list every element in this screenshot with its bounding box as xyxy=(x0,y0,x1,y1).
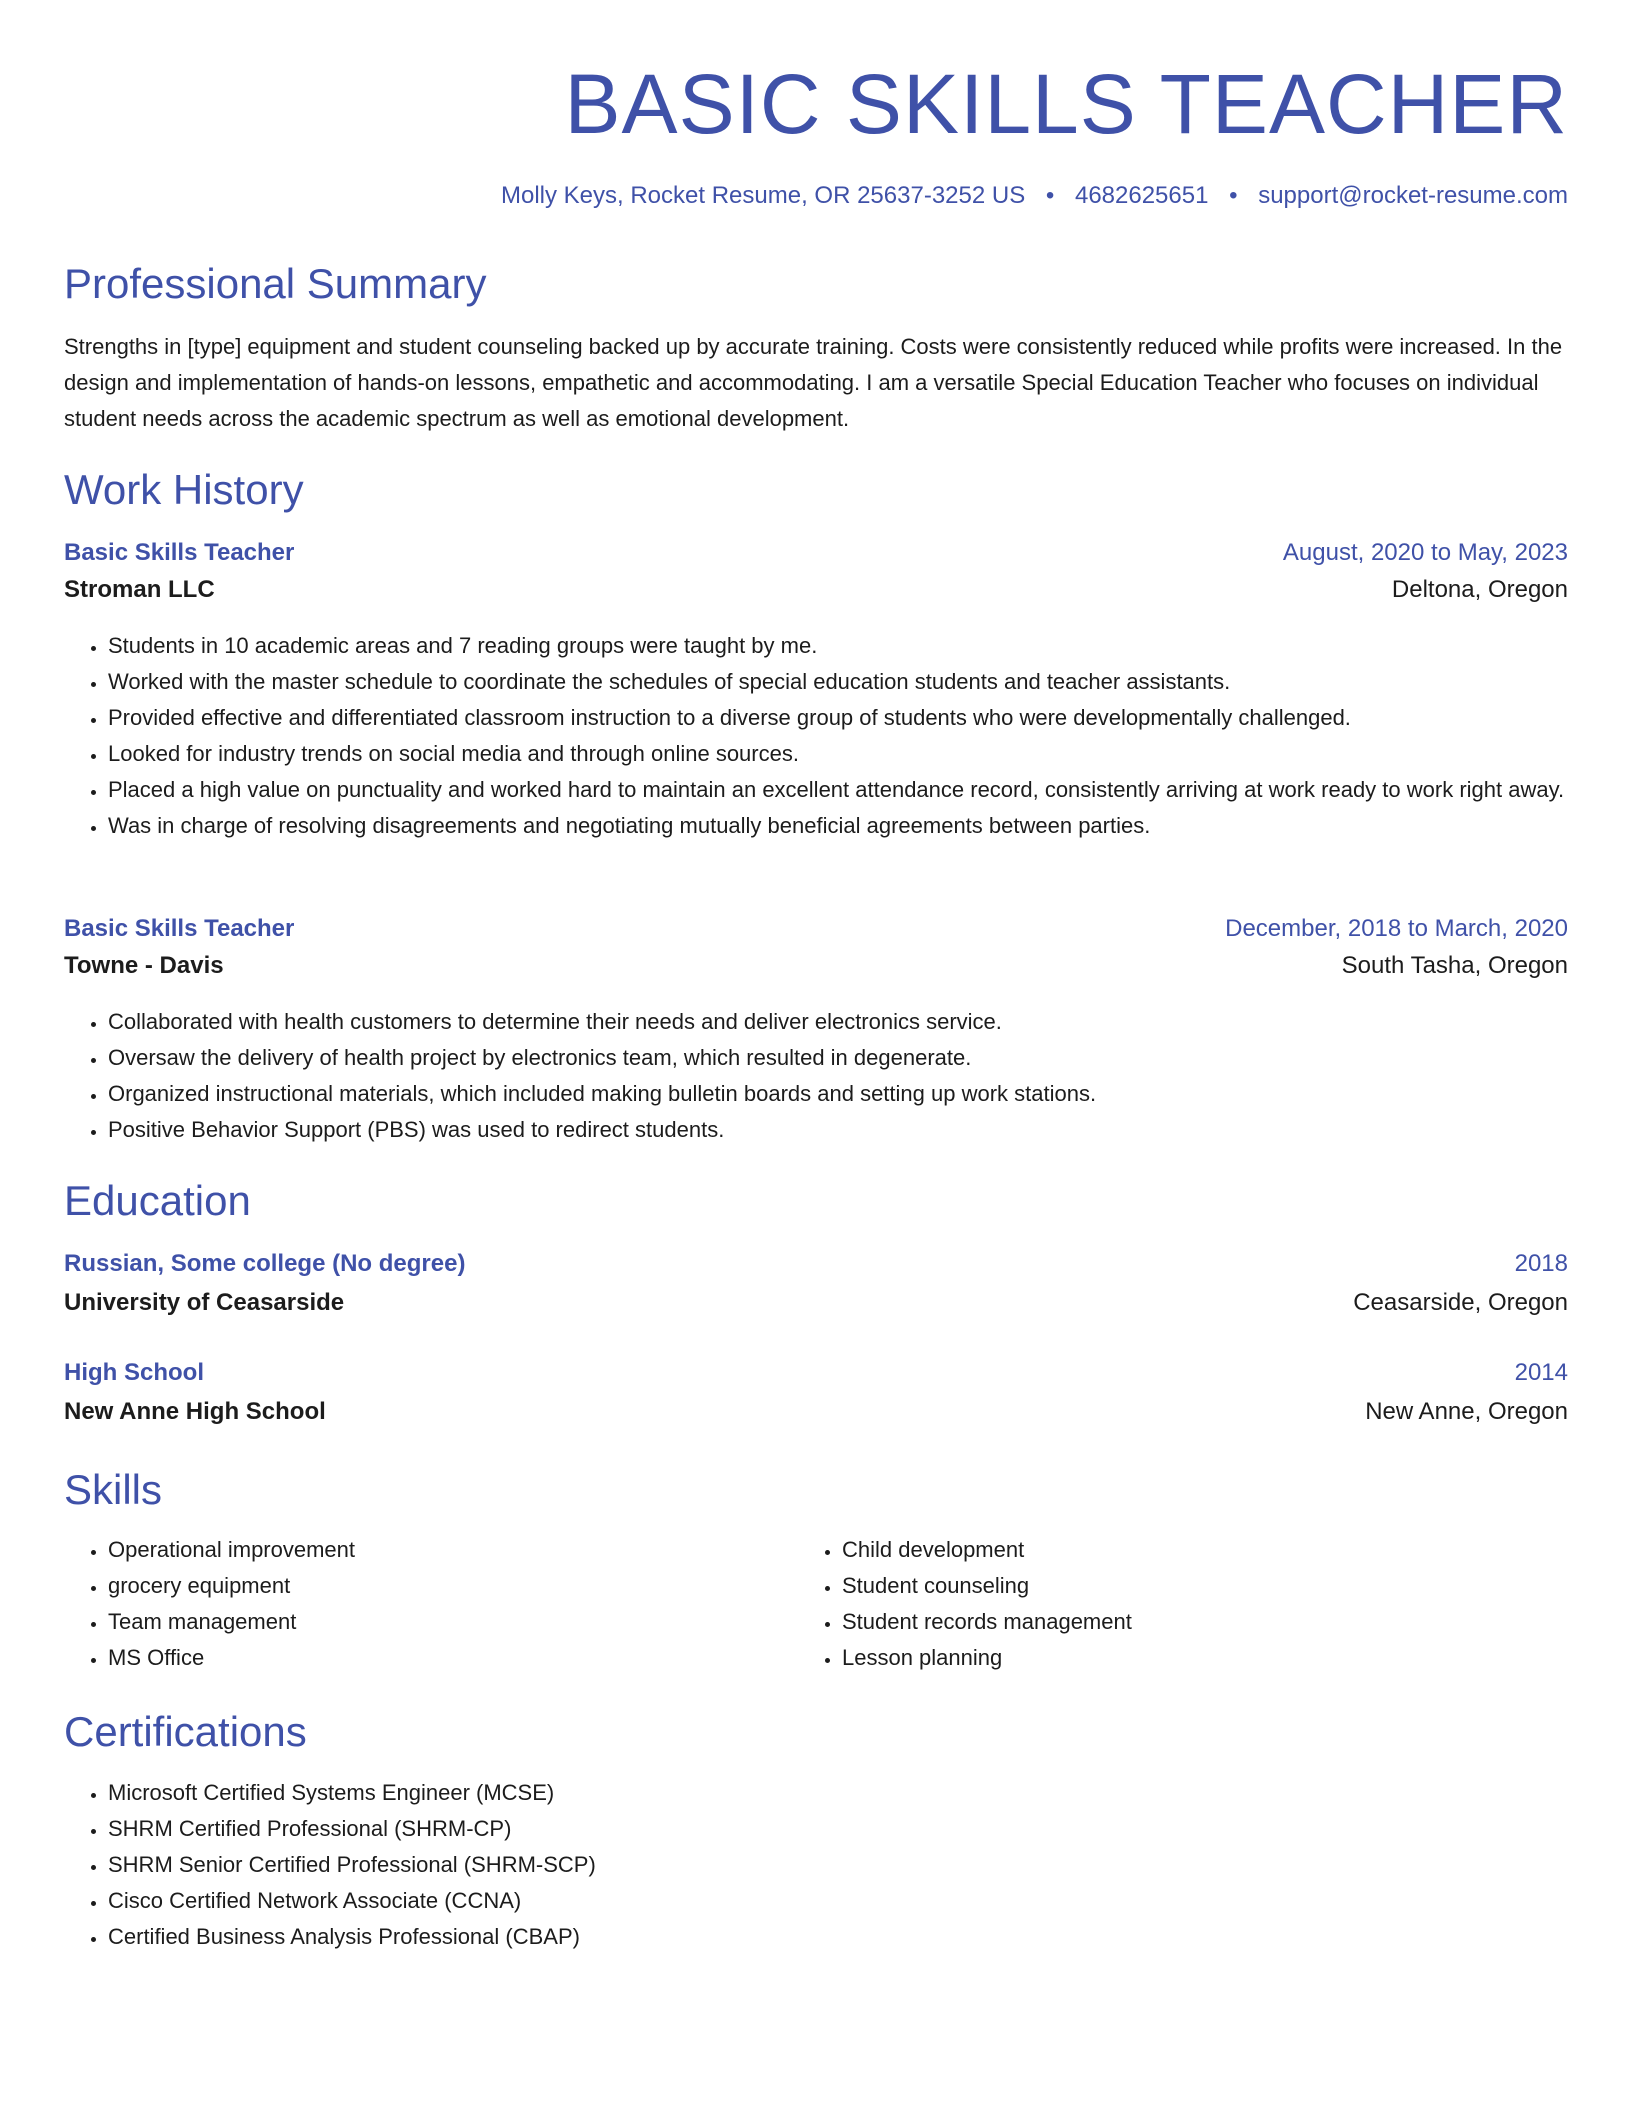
skills-list-left xyxy=(64,1532,748,1676)
contact-address: Molly Keys, Rocket Resume, OR 25637-3252 US xyxy=(500,182,1026,209)
education-school: University of Ceasarside xyxy=(64,1289,345,1316)
education-school-row xyxy=(64,1287,1568,1319)
education-school: New Anne High School xyxy=(64,1398,326,1425)
job-header xyxy=(64,913,1568,945)
job-location: South Tasha, Oregon xyxy=(1341,952,1568,979)
contact-email: support@rocket-resume.com xyxy=(1258,182,1568,209)
list-item: • Operational improvement xyxy=(108,1532,748,1568)
job-title: Basic Skills Teacher xyxy=(64,539,295,566)
list-item: • SHRM Senior Certified Professional (SHRM-SCP) xyxy=(108,1847,1568,1883)
list-item: • Microsoft Certified Systems Engineer (MCSE) xyxy=(108,1775,1568,1811)
education-school-row xyxy=(64,1396,1568,1428)
list-item: • Child development xyxy=(842,1532,1482,1568)
job-bullets xyxy=(64,1004,1568,1148)
education-degree: Russian, Some college (No degree) xyxy=(64,1250,466,1277)
contact-phone: 4682625651 xyxy=(1074,182,1209,209)
contact-line xyxy=(501,180,1568,212)
list-item: • Student counseling xyxy=(842,1568,1482,1604)
job-header xyxy=(64,537,1568,569)
list-item: • Positive Behavior Support (PBS) was used to redirect students. xyxy=(108,1112,1568,1148)
work-history-heading: Work History xyxy=(64,466,304,513)
summary-heading: Professional Summary xyxy=(64,260,487,307)
education-header xyxy=(64,1248,1568,1280)
list-item: • Organized instructional materials, which included making bulletin boards and setting up work stations. xyxy=(108,1076,1568,1112)
education-heading: Education xyxy=(64,1177,251,1224)
list-item: • MS Office xyxy=(108,1640,748,1676)
skills-list-right xyxy=(798,1532,1482,1676)
skills-heading: Skills xyxy=(64,1466,163,1513)
list-item: • Provided effective and differentiated classroom instruction to a diverse group of students who were developmentally challenged. xyxy=(108,700,1568,736)
certifications-list xyxy=(64,1775,1568,1955)
list-item: • Placed a high value on punctuality and worked hard to maintain an excellent attendance record, consistently arriving at work ready to work right away. xyxy=(108,772,1568,808)
resume-title: BASIC SKILLS TEACHER xyxy=(564,57,1568,151)
job-company: Towne - Davis xyxy=(64,952,224,979)
job-dates: December, 2018 to March, 2020 xyxy=(1225,915,1568,942)
job-company-row xyxy=(64,950,1568,982)
education-location: Ceasarside, Oregon xyxy=(1353,1289,1568,1316)
list-item: • Collaborated with health customers to determine their needs and deliver electronics service. xyxy=(108,1004,1568,1040)
list-item: • Team management xyxy=(108,1604,748,1640)
education-year: 2014 xyxy=(1514,1359,1568,1386)
list-item: • SHRM Certified Professional (SHRM-CP) xyxy=(108,1811,1568,1847)
contact-separator: • xyxy=(1229,182,1238,209)
list-item: • Was in charge of resolving disagreements and negotiating mutually beneficial agreements between parties. xyxy=(108,808,1568,844)
list-item: • Lesson planning xyxy=(842,1640,1482,1676)
job-bullets xyxy=(64,628,1568,844)
job-title: Basic Skills Teacher xyxy=(64,915,295,942)
list-item: • Oversaw the delivery of health project by electronics team, which resulted in degenerate. xyxy=(108,1040,1568,1076)
list-item: • Certified Business Analysis Professional (CBAP) xyxy=(108,1919,1568,1955)
list-item: • grocery equipment xyxy=(108,1568,748,1604)
job-company-row xyxy=(64,574,1568,606)
job-dates: August, 2020 to May, 2023 xyxy=(1282,539,1568,566)
summary-text: Strengths in [type] equipment and student counseling backed up by accurate training. Costs were consistently reduced while profits were increased. In the design and implementation of hands-on lessons, empathetic and accommodating. I am a versatile Special Education Teacher who focuses on individual student needs across the academic spectrum as well as emotional development. xyxy=(64,334,1563,431)
job-location: Deltona, Oregon xyxy=(1391,576,1568,603)
job-company: Stroman LLC xyxy=(64,576,215,603)
list-item: • Student records management xyxy=(842,1604,1482,1640)
education-location: New Anne, Oregon xyxy=(1365,1398,1568,1425)
education-degree: High School xyxy=(64,1359,204,1386)
education-header xyxy=(64,1357,1568,1389)
contact-separator: • xyxy=(1045,182,1055,209)
list-item: • Worked with the master schedule to coordinate the schedules of special education students and teacher assistants. xyxy=(108,664,1568,700)
education-year: 2018 xyxy=(1514,1250,1568,1277)
list-item: • Cisco Certified Network Associate (CCNA) xyxy=(108,1883,1568,1919)
list-item: • Students in 10 academic areas and 7 reading groups were taught by me. xyxy=(108,628,1568,664)
certifications-heading: Certifications xyxy=(64,1708,307,1755)
list-item: • Looked for industry trends on social media and through online sources. xyxy=(108,736,1568,772)
